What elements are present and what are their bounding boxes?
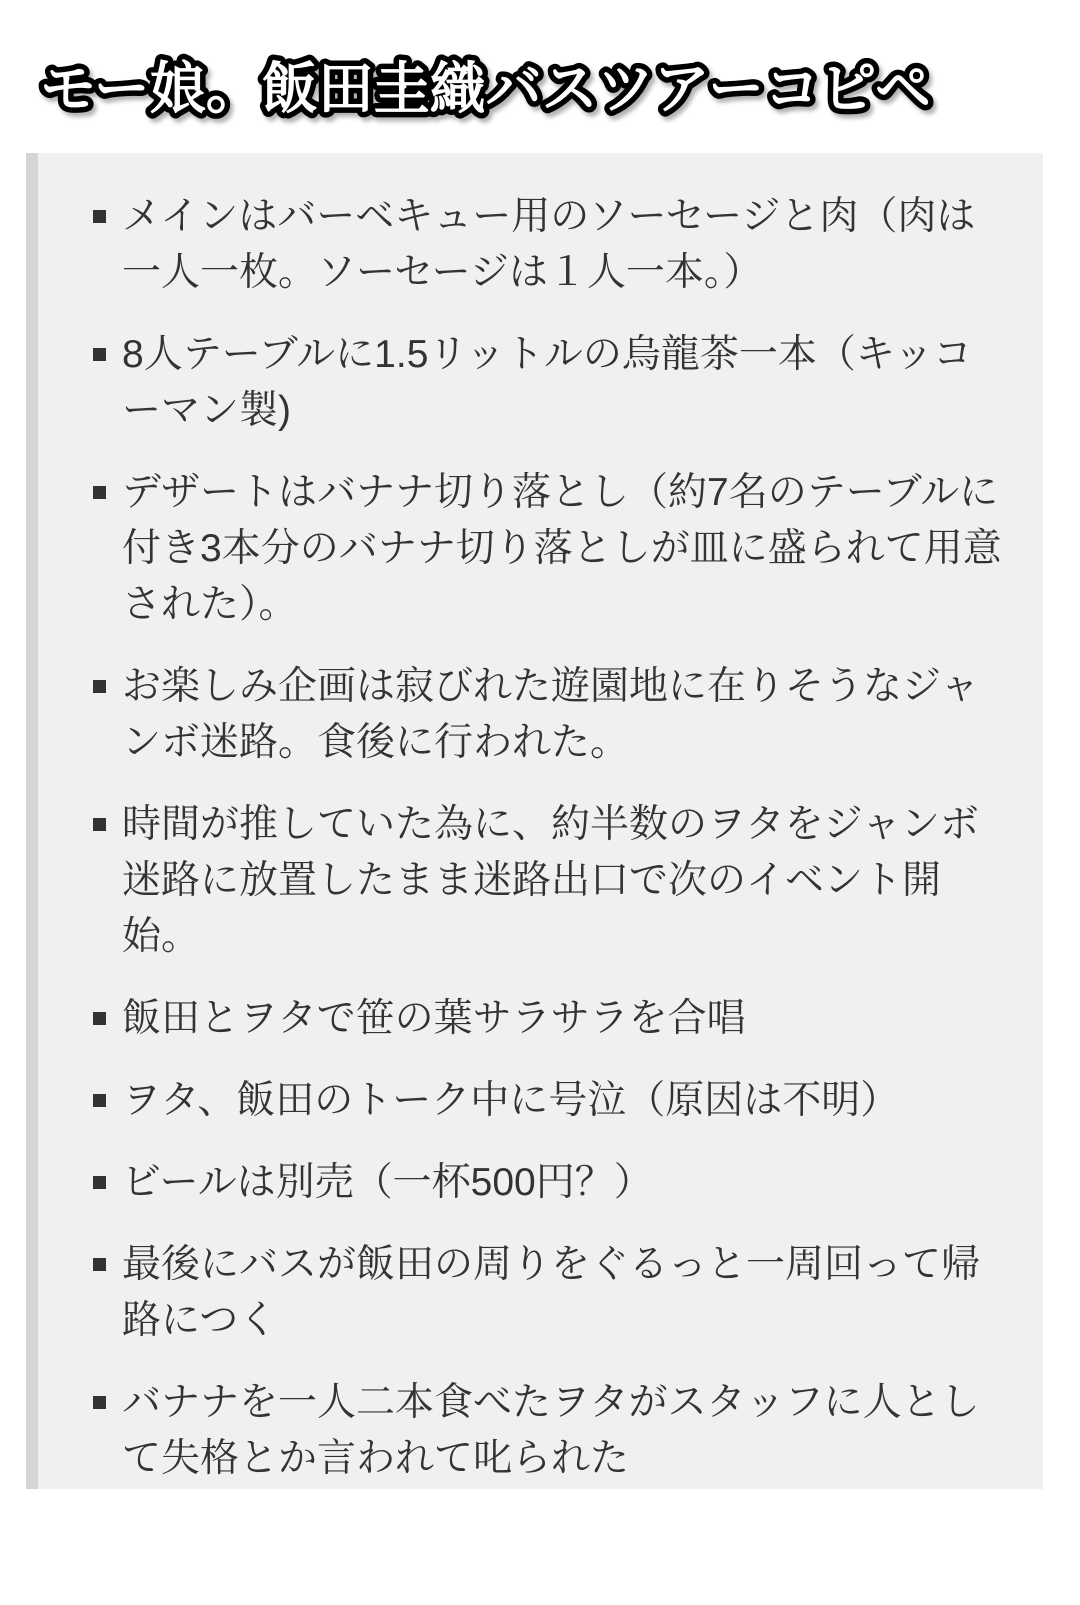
list-item — [122, 1073, 1007, 1129]
square-bullet-icon — [93, 1396, 106, 1409]
page-title-text: モー娘。飯田圭織バスツアーコピペ — [40, 57, 931, 120]
list-item — [122, 1375, 1007, 1487]
list-item-text: 時間が推していた為に、約半数のヲタをジャンボ迷路に放置したまま迷路出口で次のイベント開始。 — [122, 803, 979, 958]
list-item — [122, 1155, 1007, 1211]
list-item-text: 最後にバスが飯田の周りをぐるっと一周回って帰路につく — [122, 1243, 981, 1342]
list-item — [122, 465, 1007, 633]
list-item — [122, 1237, 1007, 1349]
page-title — [30, 42, 1080, 134]
list-item-text: ヲタ、飯田のトーク中に号泣（原因は不明） — [122, 1079, 900, 1122]
square-bullet-icon — [93, 1012, 106, 1025]
title-outline-graphic — [30, 42, 990, 134]
list-item — [122, 189, 1007, 301]
list-item-text: 飯田とヲタで笹の葉サラサラを合唱 — [122, 997, 746, 1040]
square-bullet-icon — [93, 818, 106, 831]
square-bullet-icon — [93, 1258, 106, 1271]
list-item — [122, 659, 1007, 771]
square-bullet-icon — [93, 680, 106, 693]
list-item — [122, 991, 1007, 1047]
square-bullet-icon — [93, 348, 106, 361]
list-item-text: お楽しみ企画は寂びれた遊園地に在りそうなジャンボ迷路。食後に行われた。 — [122, 665, 980, 764]
square-bullet-icon — [93, 1094, 106, 1107]
square-bullet-icon — [93, 1176, 106, 1189]
copypasta-panel — [26, 153, 1043, 1489]
bullet-list — [122, 189, 1007, 1487]
list-item-text: バナナを一人二本食べたヲタがスタッフに人として失格とか言われて叱られた — [122, 1381, 980, 1480]
list-item-text: 8人テーブルに1.5リットルの烏龍茶一本（キッコーマン製) — [122, 333, 973, 432]
list-item-text: ビールは別売（一杯500円？） — [122, 1161, 653, 1204]
square-bullet-icon — [93, 486, 106, 499]
list-item — [122, 797, 1007, 965]
list-item-text: デザートはバナナ切り落とし（約7名のテーブルに付き3本分のバナナ切り落としが皿に盛られて用意された）。 — [122, 471, 1002, 626]
list-item-text: メインはバーベキュー用のソーセージと肉（肉は一人一枚。ソーセージは１人一本。） — [122, 195, 976, 294]
list-item — [122, 327, 1007, 439]
square-bullet-icon — [93, 210, 106, 223]
